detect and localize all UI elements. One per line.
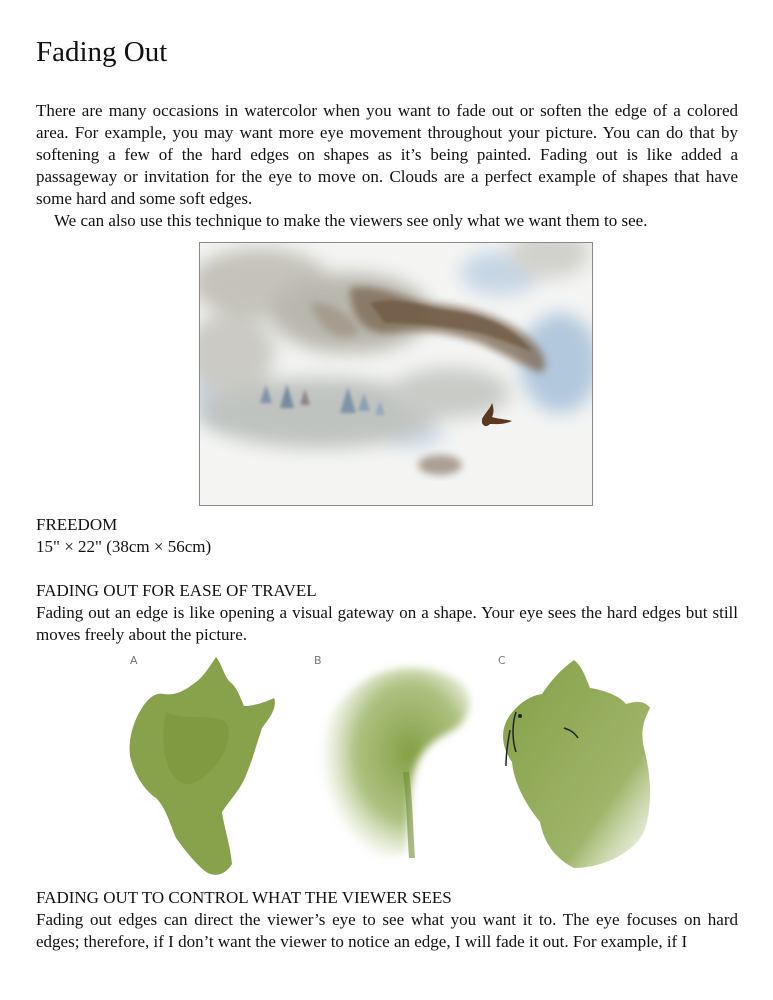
section-heading: FADING OUT FOR EASE OF TRAVEL [36,581,317,600]
intro-text [36,100,738,232]
example-b [310,652,486,878]
example-label: A [130,654,138,667]
section-ease-of-travel [36,580,738,646]
intro-paragraph-1: There are many occasions in watercolor when you want to fade out or soften the edge of a colored area. For example, you may want more eye movement throughout your picture. You can do that by softening a few of the hard edges on shapes as it’s being painted. Fading out is like added a passageway or invitation for the eye to move on. Clouds are a perfect example of shapes that have some hard and some soft edges. [36,101,738,208]
example-c [494,652,670,878]
lower-rock [418,455,462,475]
section-heading: FADING OUT TO CONTROL WHAT THE VIEWER SEES [36,888,452,907]
example-label: B [314,654,322,667]
example-a [126,652,302,878]
painting-caption [36,514,211,558]
example-shapes [126,652,662,878]
section-control-viewer [36,887,738,953]
section-text: Fading out an edge is like opening a visual gateway on a shape. Your eye sees the hard edges but still moves freely about the picture. [36,603,738,644]
freedom-painting [199,242,593,506]
painting-title: FREEDOM [36,515,118,534]
painting-size: 15" × 22" (38cm × 56cm) [36,537,212,556]
page-title: Fading Out [36,36,168,68]
section-text: Fading out edges can direct the viewer’s eye to see what you want it to. The eye focuses on hard edges; therefore, if I don’t want the viewer to notice an edge, I will fade it out. For example, if I [36,910,738,951]
example-label: C [498,654,506,667]
intro-paragraph-2: We can also use this technique to make the viewers see only what we want them to see. [54,211,648,230]
